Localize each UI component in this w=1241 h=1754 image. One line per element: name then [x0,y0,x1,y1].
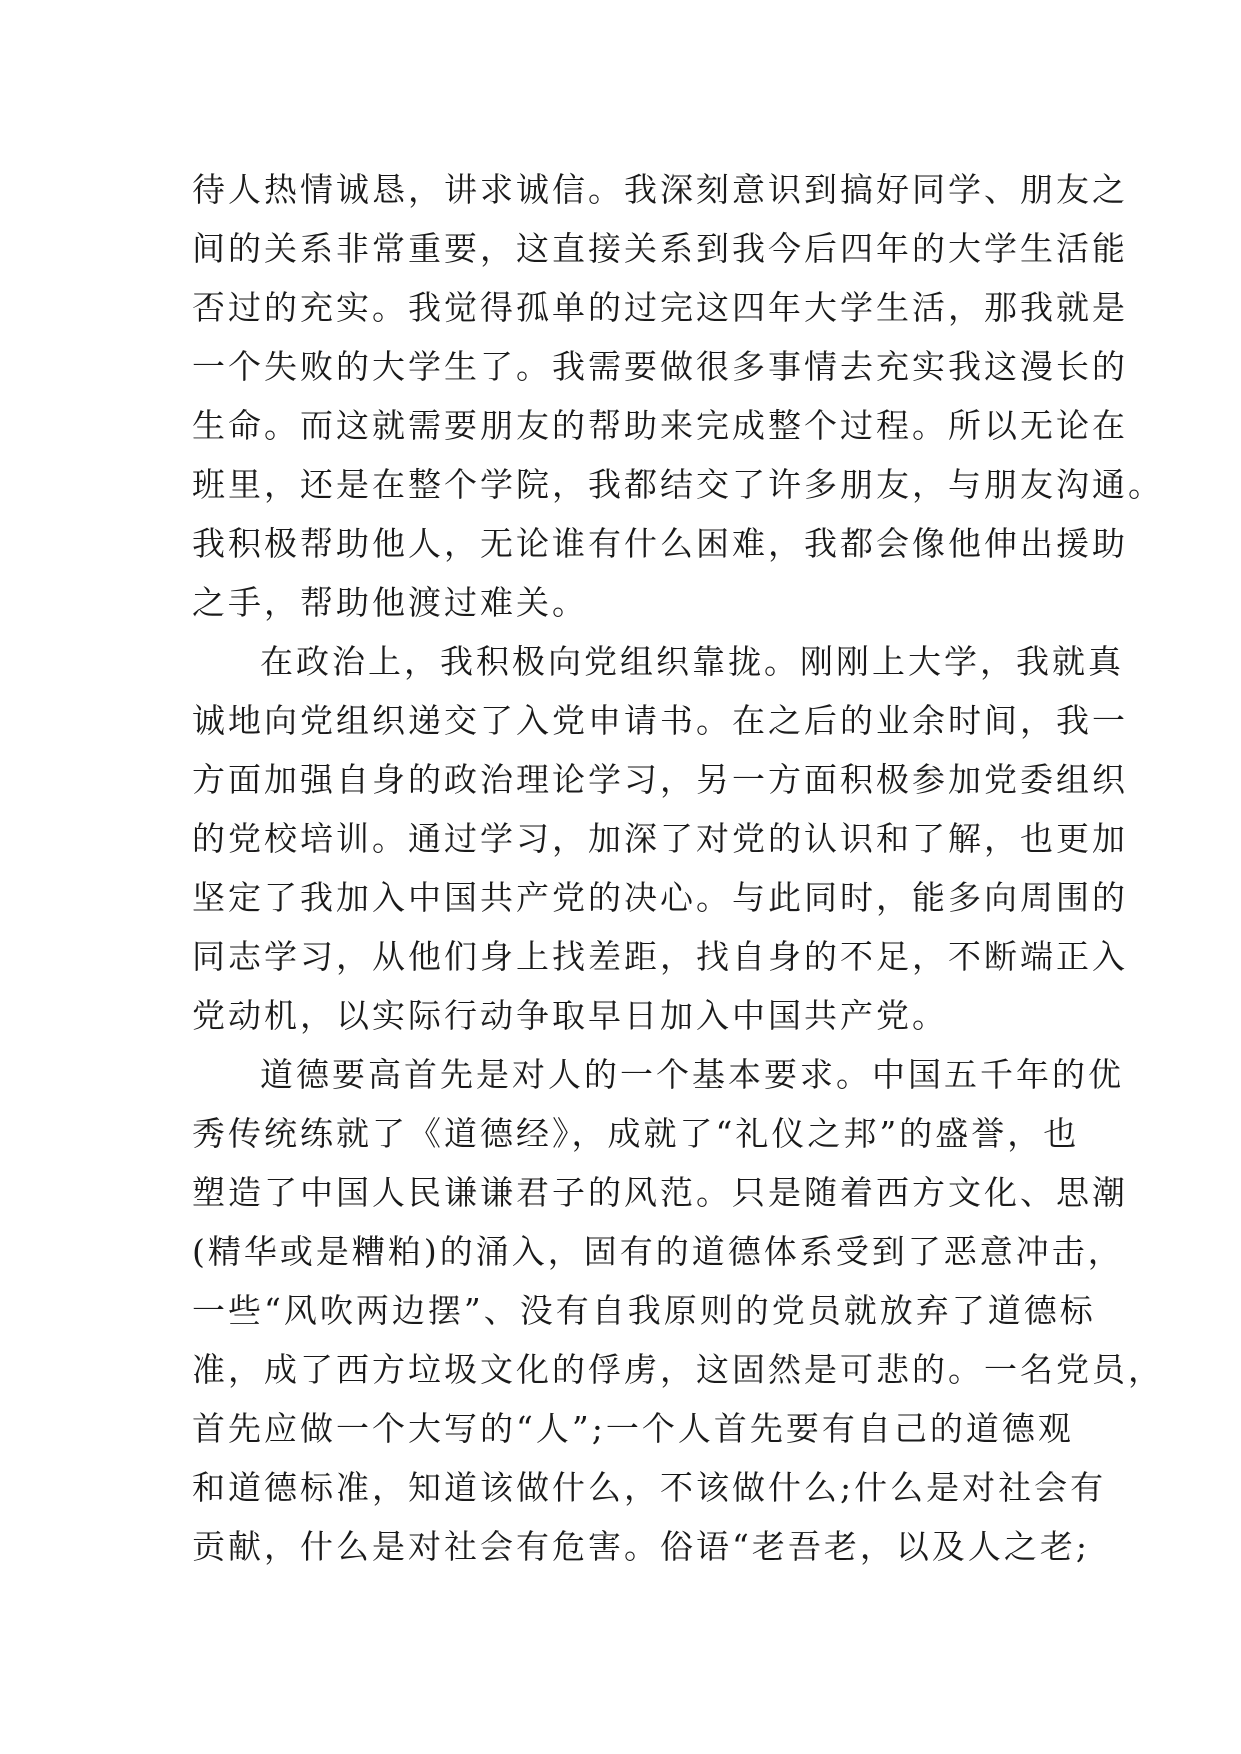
text-line: 一些“风吹两边摆”、没有自我原则的党员就放弃了道德标 [192,1291,1096,1330]
text-line: 在政治上，我积极向党组织靠拢。刚刚上大学，我就真 [260,642,1124,681]
text-line: 我积极帮助他人，无论谁有什么困难，我都会像他伸出援助 [192,524,1128,563]
text-line: 待人热情诚恳，讲求诚信。我深刻意识到搞好同学、朋友之 [192,170,1128,209]
paragraph-2 [192,632,1128,1045]
text-line: 道德要高首先是对人的一个基本要求。中国五千年的优 [260,1055,1124,1094]
body-text [192,160,1164,1576]
text-line: 秀传统练就了《道德经》，成就了“礼仪之邦”的盛誉，也 [192,1114,1080,1153]
text-line: 坚定了我加入中国共产党的决心。与此同时，能多向周围的 [192,878,1128,917]
text-line: 生命。而这就需要朋友的帮助来完成整个过程。所以无论在 [192,406,1128,445]
text-line: 党动机，以实际行动争取早日加入中国共产党。 [192,996,948,1035]
text-line: 间的关系非常重要，这直接关系到我今后四年的大学生活能 [192,229,1128,268]
text-line: 准，成了西方垃圾文化的俘虏，这固然是可悲的。一名党员， [192,1350,1164,1389]
text-line: 之手，帮助他渡过难关。 [192,583,588,622]
text-line: 一个失败的大学生了。我需要做很多事情去充实我这漫长的 [192,347,1128,386]
text-line: 首先应做一个大写的“人”;一个人首先要有自己的道德观 [192,1409,1074,1448]
text-line: 方面加强自身的政治理论学习，另一方面积极参加党委组织 [192,760,1128,799]
text-line: (精华或是糟粕)的涌入，固有的道德体系受到了恶意冲击， [192,1232,1124,1271]
text-line: 诚地向党组织递交了入党申请书。在之后的业余时间，我一 [192,701,1128,740]
text-line: 贡献，什么是对社会有危害。俗语“老吾老，以及人之老; [192,1527,1090,1566]
text-line: 同志学习，从他们身上找差距，找自身的不足，不断端正入 [192,937,1128,976]
text-line: 塑造了中国人民谦谦君子的风范。只是随着西方文化、思潮 [192,1173,1128,1212]
text-line: 和道德标准，知道该做什么，不该做什么;什么是对社会有 [192,1468,1107,1507]
text-line: 的党校培训。通过学习，加深了对党的认识和了解，也更加 [192,819,1128,858]
text-line: 班里，还是在整个学院，我都结交了许多朋友，与朋友沟通。 [192,465,1164,504]
text-line: 否过的充实。我觉得孤单的过完这四年大学生活，那我就是 [192,288,1128,327]
paragraph-1 [192,160,1164,632]
paragraph-3 [192,1045,1164,1576]
